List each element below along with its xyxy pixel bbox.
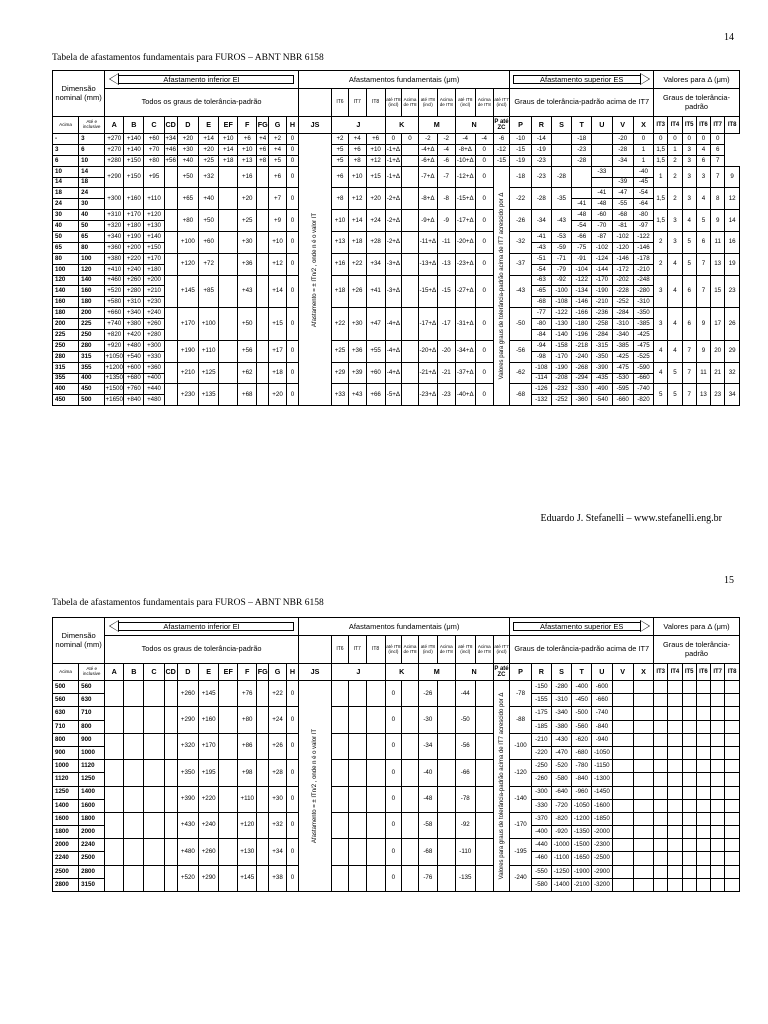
page-title: Tabela de afastamentos fundamentais para FUROS – ABNT NBR 6158 bbox=[52, 598, 324, 608]
letter-cd: CD bbox=[164, 117, 177, 134]
letter-u: U bbox=[592, 664, 612, 681]
letter-h: H bbox=[286, 664, 298, 681]
table-row: 500 560 +260 +145 +76 +22 0 Afastamento = ± ITn/2 , onde n é o valor IT 0 -26 -44 Valores para graus de tolerância-padrão acima de IT7 acrescido por Δ -78 -150 -280 -400 -600 bbox=[53, 681, 740, 694]
page-number: 14 bbox=[724, 32, 734, 43]
table-row: 120 140 +460 +260 +200 +145 +85 +43 +14 0 +18 +26 +41 -3+Δ -15+Δ -15 -27+Δ 0 -43 -63 -92 -122 -170 -202 -248 3 4 6 7 15 23 bbox=[53, 275, 740, 286]
letter-v: V bbox=[612, 117, 633, 134]
table-row: 1400 1600 -330 -720 -1050 -1600 bbox=[53, 799, 740, 812]
letter-cd: CD bbox=[164, 664, 177, 681]
table-row: 2500 2800 +520 +290 +145 +38 0 0 -76 -135 -240 -550 -1250 -1900 -2900 bbox=[53, 865, 740, 878]
letter-d: D bbox=[177, 664, 198, 681]
js-vertical-note: Afastamento = ± ITn/2 , onde n é o valor IT bbox=[298, 681, 331, 892]
table-row: 355 400 +1350 +680 +400 -114 -208 -294 -435 -530 -660 bbox=[53, 373, 740, 384]
letter-j: J bbox=[332, 117, 385, 134]
tolerance-table-2: Dimensão nominal (mm) Afastamento inferior EI Afastamentos fundamentais (μm) Afastamento superior ES Valores para Δ (μm) Todos os graus de tolerância-padrão IT6 IT7 IT8 até IT8 (incl) Acima de IT8 até IT8 (incl) Acima de IT8 até IT8 (incl) Acima de IT8 até IT7 (incl) Graus de tolerância-padrão acima de IT7 Graus de tolerância-padrão Acima Até e inclusive A B C CD D E EF F FG G H JS J K M N P até ZC P R S T U V X IT3 IT4 IT5 IT6 IT7 IT8 500 560 +260 +145 +76 +22 0 Afastamento = ± ITn/2 , onde n é o valor IT 0 -26 -44 Valores para graus de tolerância-padrão acima de IT7 acrescido por Δ -78 -150 -280 -400 -600 560 630 -155 -310 -450 -660 630 710 +290 +160 +80 +24 0 0 -30 -50 -88 -175 -340 -500 -740 710 800 -185 -380 -560 -840 800 900 +320 +170 +86 +26 0 0 -34 -56 -100 -210 -430 -620 -940 900 1000 -220 -470 -680 -1050 1000 1120 +350 +195 +98 +28 0 0 -40 -66 -120 -250 -520 -780 -1150 1120 1250 -260 -580 -840 -1300 1250 1400 +390 +220 +110 +30 0 0 -48 -78 -140 -300 -640 -960 -1450 1400 1600 -330 -720 -1050 -1600 1600 1800 +430 +240 +120 +32 0 0 -58 -92 -170 -370 -820 -1200 -1850 1800 2000 -400 -920 -1350 -2000 2000 2240 +480 +260 +130 +34 0 0 -68 -110 -195 -440 -1000 -1500 -2300 2240 2500 -460 -1100 -1650 -2500 2500 2800 +520 +290 +145 +38 0 0 -76 -135 -240 -550 -1250 -1900 -2900 2800 3150 -580 -1400 -2100 -3200 bbox=[52, 617, 740, 892]
table-row: 30 40 +310 +170 +120 +80 +50 +25 +9 0 +10 +14 +24 -2+Δ -9+Δ -9 -17+Δ 0 -26 -34 -43 -48 -60 -68 -80 1,5 3 4 5 9 14 bbox=[53, 210, 740, 221]
fundamental-deviations-header: Afastamentos fundamentais (μm) bbox=[298, 618, 509, 636]
table-row: 315 355 +1200 +600 +360 +210 +125 +62 +18 0 +29 +39 +60 -4+Δ -21+Δ -21 -37+Δ 0 -62 -108 -190 -268 -390 -475 -590 4 5 7 11 21 32 bbox=[53, 362, 740, 373]
table-row: 1000 1120 +350 +195 +98 +28 0 0 -40 -66 -120 -250 -520 -780 -1150 bbox=[53, 760, 740, 773]
table-row: 2000 2240 +480 +260 +130 +34 0 0 -68 -110 -195 -440 -1000 -1500 -2300 bbox=[53, 839, 740, 852]
table-row: 1800 2000 -400 -920 -1350 -2000 bbox=[53, 826, 740, 839]
grades-header: Graus de tolerância-padrão bbox=[654, 89, 740, 117]
above-it7-header: Graus de tolerância-padrão acima de IT7 bbox=[510, 636, 654, 664]
table-row: 18 24 +300 +160 +110 +65 +40 +20 +7 0 +8 +12 +20 -2+Δ -8+Δ -8 -15+Δ 0 -22 -28 -35 -41 -47 -54 1,5 2 3 4 8 12 bbox=[53, 188, 740, 199]
table-row: 225 250 +820 +420 +280 -84 -140 -196 -284 -340 -425 bbox=[53, 330, 740, 341]
p-to-zc: P até ZC bbox=[493, 664, 510, 681]
letter-x: X bbox=[633, 664, 653, 681]
table-row: 450 500 +1650 +840 +480 -132 -252 -360 -540 -660 -820 bbox=[53, 395, 740, 406]
all-grades-header: Todos os graus de tolerância-padrão bbox=[105, 636, 299, 664]
grades-header: Graus de tolerância-padrão bbox=[654, 636, 740, 664]
table-row: 2800 3150 -580 -1400 -2100 -3200 bbox=[53, 878, 740, 891]
letter-s: S bbox=[551, 664, 571, 681]
lower-deviation-header: Afastamento inferior EI bbox=[105, 71, 299, 89]
letter-v: V bbox=[612, 664, 633, 681]
letter-k: K bbox=[385, 664, 418, 681]
it6-header: IT6 bbox=[332, 89, 349, 117]
table-row: 900 1000 -220 -470 -680 -1050 bbox=[53, 746, 740, 759]
letter-p: P bbox=[510, 664, 531, 681]
table-row: 6 10 +280 +150 +80 +56 +40 +25 +18 +13 +8 +5 0 +5 +8 +12 -1+Δ -6+Δ -6 -10+Δ 0 -15 -19 -23 -28 -34 1 1,5 2 3 6 7 bbox=[53, 155, 740, 166]
table-row: 14 18 -39 -45 bbox=[53, 177, 740, 188]
table-row: 400 450 +1500 +760 +440 +230 +135 +68 +20 0 +33 +43 +66 -5+Δ -23+Δ -23 -40+Δ 0 -68 -126 -232 -330 -490 -595 -740 5 5 7 13 23 34 bbox=[53, 384, 740, 395]
all-grades-header: Todos os graus de tolerância-padrão bbox=[105, 89, 299, 117]
above-it7-header: Graus de tolerância-padrão acima de IT7 bbox=[510, 89, 654, 117]
table-row: 24 30 -41 -48 -55 -64 bbox=[53, 199, 740, 210]
letter-r: R bbox=[531, 664, 551, 681]
letter-e: E bbox=[199, 664, 219, 681]
fundamental-deviations-header: Afastamentos fundamentais (μm) bbox=[298, 71, 509, 89]
it6-header: IT6 bbox=[332, 636, 349, 664]
table-row: - 3 +270 +140 +60 +34 +20 +14 +10 +6 +4 +2 0 Afastamento = ± ITn/2 , onde n é o valor IT +2 +4 +6 0 0 -2 -2 -4 -4 -6 -10 -14 -18 -20 0 0 0 0 0 0 bbox=[53, 134, 740, 145]
table-row: 630 710 +290 +160 +80 +24 0 0 -30 -50 -88 -175 -340 -500 -740 bbox=[53, 707, 740, 720]
table-row: 10 14 +290 +150 +95 +50 +32 +16 +6 0 +6 +10 +15 -1+Δ -7+Δ -7 -12+Δ 0 Valores para graus de tolerância-padrão acima de IT7 acrescido por Δ -18 -23 -28 -33 -40 1 2 3 3 7 9 bbox=[53, 166, 740, 177]
letter-g: G bbox=[269, 117, 287, 134]
table-row: 800 900 +320 +170 +86 +26 0 0 -34 -56 -100 -210 -430 -620 -940 bbox=[53, 733, 740, 746]
delta-values-header: Valores para Δ (μm) bbox=[654, 71, 740, 89]
tolerance-table-1: Dimensão nominal (mm) Afastamento inferior EI Afastamentos fundamentais (μm) Afastamento superior ES Valores para Δ (μm) Todos os graus de tolerância-padrão IT6 IT7 IT8 até IT8 (incl) Acima de IT8 até IT8 (incl) Acima de IT8 até IT8 (incl) Acima de IT8 até IT7 (incl) Graus de tolerância-padrão acima de IT7 Graus de tolerância-padrão Acima Até e inclusive A B C CD D E EF F FG G H JS J K M N P até ZC P R S T U V X IT3 IT4 IT5 IT6 IT7 IT8 - 3 +270 +140 +60 +34 +20 +14 +10 +6 +4 +2 0 Afastamento = ± ITn/2 , onde n é o valor IT +2 +4 +6 0 0 -2 -2 -4 -4 -6 -10 -14 -18 -20 0 0 0 0 0 0 3 6 +270 +140 +70 +46 +30 +20 +14 +10 +6 +4 0 +5 +6 +10 -1+Δ -4+Δ -4 -8+Δ 0 -12 -15 -19 -23 -28 1 1,5 1 3 4 6 6 10 +280 +150 +80 +56 +40 +25 +18 +13 +8 +5 0 +5 +8 +12 -1+Δ -6+Δ -6 -10+Δ 0 -15 -19 -23 -28 -34 1 1,5 2 3 6 7 10 14 +290 +150 +95 +50 +32 +16 +6 0 +6 +10 +15 -1+Δ -7+Δ -7 -12+Δ 0 Valores para graus de tolerância-padrão acima de IT7 acrescido por Δ -18 -23 -28 -33 -40 1 2 3 3 7 9 14 18 -39 -45 18 24 +300 +160 +110 +65 +40 +20 +7 0 +8 +12 +20 -2+Δ -8+Δ -8 -15+Δ 0 -22 -28 -35 -41 -47 -54 1,5 2 3 4 8 12 24 30 -41 -48 -55 -64 30 40 +310 +170 +120 +80 +50 +25 +9 0 +10 +14 +24 -2+Δ -9+Δ -9 -17+Δ 0 -26 -34 -43 -48 -60 -68 -80 1,5 3 4 5 9 14 40 50 +320 +180 +130 -54 -70 -81 -97 50 65 +340 +190 +140 +100 +60 +30 +10 0 +13 +18 +28 -2+Δ -11+Δ -11 -20+Δ 0 -32 -41 -53 -66 -87 -102 -122 2 3 5 6 11 16 65 80 +360 +200 +150 -43 -59 -75 -102 -120 -146 80 100 +380 +220 +170 +120 +72 +36 +12 0 +16 +22 +34 -3+Δ -13+Δ -13 -23+Δ 0 -37 -51 -71 -91 -124 -146 -178 2 4 5 7 13 19 100 120 +410 +240 +180 -54 -79 -104 -144 -172 -210 120 140 +460 +260 +200 +145 +85 +43 +14 0 +18 +26 +41 -3+Δ -15+Δ -15 -27+Δ 0 -43 -63 -92 -122 -170 -202 -248 3 4 6 7 15 23 140 160 +520 +280 +210 -65 -100 -134 -190 -228 -280 160 180 +580 +310 +230 -68 -108 -146 -210 -252 -310 180 200 +660 +340 +240 +170 +100 +50 +15 0 +22 +30 +47 -4+Δ -17+Δ -17 -31+Δ 0 -50 -77 -122 -166 -236 -284 -350 3 4 6 9 17 26 200 225 +740 +380 +260 -80 -130 -180 -258 -310 -385 225 250 +820 +420 +280 -84 -140 -196 -284 -340 -425 250 280 +920 +480 +300 +190 +110 +56 +17 0 +25 +36 +55 -4+Δ -20+Δ -20 -34+Δ 0 -56 -94 -158 -218 -315 -385 -475 4 4 7 9 20 29 280 315 +1050 +540 +330 -98 -170 -240 -350 -425 -525 315 355 +1200 +600 +360 +210 +125 +62 +18 0 +29 +39 +60 -4+Δ -21+Δ -21 -37+Δ 0 -62 -108 -190 -268 -390 -475 -590 4 5 7 11 21 32 355 400 +1350 +680 +400 -114 -208 -294 -435 -530 -660 400 450 +1500 +760 +440 +230 +135 +68 +20 0 +33 +43 +66 -5+Δ -23+Δ -23 -40+Δ 0 -68 -126 -232 -330 -490 -595 -740 5 5 7 13 23 34 450 500 +1650 +840 +480 -132 -252 -360 -540 -660 -820 bbox=[52, 70, 740, 406]
letter-p: P bbox=[510, 117, 531, 134]
letter-h: H bbox=[286, 117, 298, 134]
letter-m: M bbox=[418, 117, 455, 134]
letter-u: U bbox=[592, 117, 612, 134]
table-row: 710 800 -185 -380 -560 -840 bbox=[53, 720, 740, 733]
table-row: 80 100 +380 +220 +170 +120 +72 +36 +12 0 +16 +22 +34 -3+Δ -13+Δ -13 -23+Δ 0 -37 -51 -71 -91 -124 -146 -178 2 4 5 7 13 19 bbox=[53, 253, 740, 264]
lower-deviation-header: Afastamento inferior EI bbox=[105, 618, 299, 636]
table-row: 3 6 +270 +140 +70 +46 +30 +20 +14 +10 +6 +4 0 +5 +6 +10 -1+Δ -4+Δ -4 -8+Δ 0 -12 -15 -19 -23 -28 1 1,5 1 3 4 6 bbox=[53, 144, 740, 155]
letter-js: JS bbox=[298, 117, 331, 134]
table-row: 180 200 +660 +340 +240 +170 +100 +50 +15 0 +22 +30 +47 -4+Δ -17+Δ -17 -31+Δ 0 -50 -77 -122 -166 -236 -284 -350 3 4 6 9 17 26 bbox=[53, 308, 740, 319]
letter-f: F bbox=[238, 117, 257, 134]
table-row: 2240 2500 -460 -1100 -1650 -2500 bbox=[53, 852, 740, 865]
letter-j: J bbox=[332, 664, 385, 681]
letter-a: A bbox=[105, 117, 124, 134]
letter-m: M bbox=[418, 664, 455, 681]
letter-g: G bbox=[269, 664, 287, 681]
letter-f: F bbox=[238, 664, 257, 681]
letter-ef: EF bbox=[219, 117, 238, 134]
upper-deviation-header: Afastamento superior ES bbox=[510, 618, 654, 636]
table-row: 250 280 +920 +480 +300 +190 +110 +56 +17 0 +25 +36 +55 -4+Δ -20+Δ -20 -34+Δ 0 -56 -94 -158 -218 -315 -385 -475 4 4 7 9 20 29 bbox=[53, 340, 740, 351]
valores-vertical-note: Valores para graus de tolerância-padrão acima de IT7 acrescido por Δ bbox=[493, 681, 510, 892]
table-row: 100 120 +410 +240 +180 -54 -79 -104 -144 -172 -210 bbox=[53, 264, 740, 275]
letter-fg: FG bbox=[257, 117, 269, 134]
letter-s: S bbox=[551, 117, 571, 134]
letter-t: T bbox=[572, 664, 592, 681]
table-row: 50 65 +340 +190 +140 +100 +60 +30 +10 0 +13 +18 +28 -2+Δ -11+Δ -11 -20+Δ 0 -32 -41 -53 -66 -87 -102 -122 2 3 5 6 11 16 bbox=[53, 232, 740, 243]
page-number: 15 bbox=[724, 575, 734, 586]
dimension-header: Dimensão nominal (mm) bbox=[53, 618, 105, 664]
letter-b: B bbox=[124, 664, 144, 681]
letter-d: D bbox=[177, 117, 198, 134]
letter-r: R bbox=[531, 117, 551, 134]
table-row: 1600 1800 +430 +240 +120 +32 0 0 -58 -92 -170 -370 -820 -1200 -1850 bbox=[53, 812, 740, 825]
page-title: Tabela de afastamentos fundamentais para FUROS – ABNT NBR 6158 bbox=[52, 53, 324, 63]
table-row: 65 80 +360 +200 +150 -43 -59 -75 -102 -120 -146 bbox=[53, 242, 740, 253]
p-to-zc: P até ZC bbox=[493, 117, 510, 134]
letter-k: K bbox=[385, 117, 418, 134]
letter-n: N bbox=[455, 664, 493, 681]
letter-b: B bbox=[124, 117, 144, 134]
letter-e: E bbox=[199, 117, 219, 134]
table-row: 40 50 +320 +180 +130 -54 -70 -81 -97 bbox=[53, 221, 740, 232]
author-footer: Eduardo J. Stefanelli – www.stefanelli.eng.br bbox=[540, 513, 722, 524]
table-row: 140 160 +520 +280 +210 -65 -100 -134 -190 -228 -280 bbox=[53, 286, 740, 297]
table-row: 160 180 +580 +310 +230 -68 -108 -146 -210 -252 -310 bbox=[53, 297, 740, 308]
letter-ef: EF bbox=[219, 664, 238, 681]
table-row: 1120 1250 -260 -580 -840 -1300 bbox=[53, 773, 740, 786]
letter-fg: FG bbox=[257, 664, 269, 681]
letter-a: A bbox=[105, 664, 124, 681]
letter-c: C bbox=[144, 117, 164, 134]
delta-values-header: Valores para Δ (μm) bbox=[654, 618, 740, 636]
js-vertical-note: Afastamento = ± ITn/2 , onde n é o valor IT bbox=[298, 134, 331, 406]
letter-x: X bbox=[633, 117, 653, 134]
letter-n: N bbox=[455, 117, 493, 134]
dimension-header: Dimensão nominal (mm) bbox=[53, 71, 105, 117]
letter-c: C bbox=[144, 664, 164, 681]
upper-deviation-header: Afastamento superior ES bbox=[510, 71, 654, 89]
table-row: 280 315 +1050 +540 +330 -98 -170 -240 -350 -425 -525 bbox=[53, 351, 740, 362]
valores-vertical-note: Valores para graus de tolerância-padrão acima de IT7 acrescido por Δ bbox=[493, 166, 510, 406]
letter-t: T bbox=[572, 117, 592, 134]
table-row: 200 225 +740 +380 +260 -80 -130 -180 -258 -310 -385 bbox=[53, 319, 740, 330]
table-row: 560 630 -155 -310 -450 -660 bbox=[53, 694, 740, 707]
letter-js: JS bbox=[298, 664, 331, 681]
table-row: 1250 1400 +390 +220 +110 +30 0 0 -48 -78 -140 -300 -640 -960 -1450 bbox=[53, 786, 740, 799]
